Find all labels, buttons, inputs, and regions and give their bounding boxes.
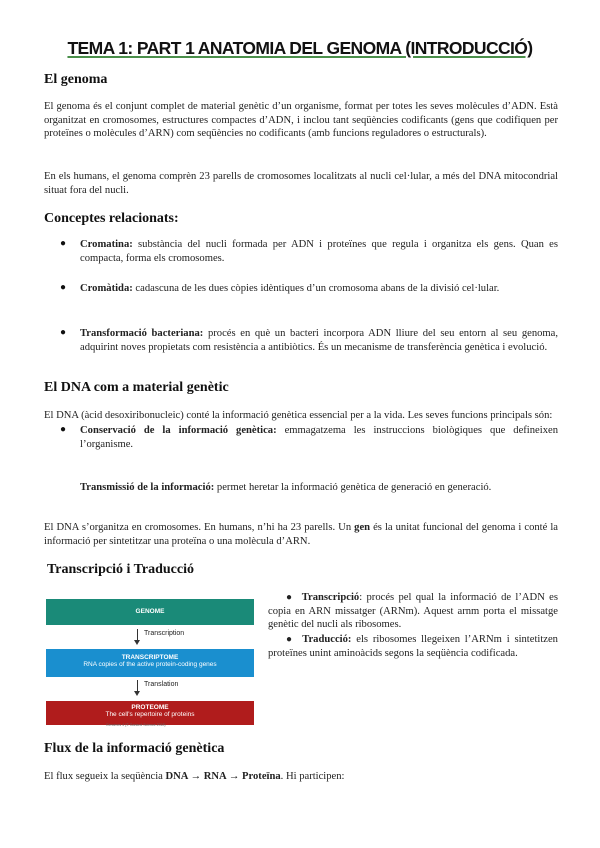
paragraph-genoma-humans: En els humans, el genoma comprèn 23 parells de cromosomes localitzats al nucli cel·lular, a més del DNA mitocondrial situat fora del nucli. — [44, 171, 558, 196]
bullet-icon: ● — [286, 634, 295, 645]
genome-flow-figure — [46, 599, 254, 731]
transcription-arrow-label: Transcription — [144, 630, 185, 637]
arrow-down-icon — [134, 691, 140, 696]
term: Cromàtida: — [80, 283, 133, 294]
term: Transmissió de la informació: — [80, 482, 215, 493]
transcriptome-box — [46, 649, 254, 677]
list-item-transcripcio — [268, 591, 558, 632]
list-item-transmissio — [80, 481, 558, 495]
proteome-sublabel: The cell's repertoire of proteins — [105, 711, 195, 718]
heading-genoma: El genoma — [44, 72, 108, 87]
definition: cadascuna de les dues còpies idèntiques d’un cromosoma abans de la divisió cel·lular. — [132, 283, 500, 294]
gen-term: gen — [354, 522, 371, 533]
figure-credit: Genomes 4 (© Garland Science 2018) — [106, 723, 166, 727]
page-title: TEMA 1: PART 1 ANATOMIA DEL GENOMA (INTRODUCCIÓ) — [67, 38, 533, 58]
term: Cromatina: — [80, 239, 133, 250]
definition: emmagatzema les instruccions biològiques que defineixen l’organisme. — [80, 425, 558, 450]
list-item-conservacio — [80, 424, 558, 451]
paragraph-genoma-definition: El genoma és el conjunt complet de material genètic d’un organisme, format per totes les seves molècules d’ADN. Està organitzat en cromosomes, estructures compactes d’ADN, i inclou tant seqüències codificants (gens que codifiquen per proteïnes o molècules d’ARN) com seqüències no codificants (amb funcions reguladores o estructurals). — [44, 101, 558, 140]
heading-conceptes: Conceptes relacionats: — [44, 211, 179, 226]
definition: permet heretar la informació genètica de generació en generació. — [214, 482, 492, 493]
paragraph-dna-intro: El DNA (àcid desoxiribonucleic) conté la informació genètica essencial per a la vida. Les seves funcions principals són: — [44, 410, 553, 421]
bullet-icon: ● — [60, 238, 67, 249]
heading-dna: El DNA com a material genètic — [44, 380, 229, 395]
translation-arrow-label: Translation — [144, 681, 179, 688]
proteome-box — [46, 701, 254, 725]
definition: procés en què un bacteri incorpora ADN lliure del seu entorn al seu genoma, adquirint noves propietats com resistència a antibiòtics. És un mecanisme de transferència genètica i evolució. — [80, 328, 559, 353]
paragraph-dna-gen: El DNA s’organitza en cromosomes. En humans, n’hi ha 23 parells. Un gen és la unitat funcional del genoma i conté la informació per sintetitzar una proteïna o una molècula d’ARN. — [44, 522, 558, 547]
heading-transcripcio: Transcripció i Traducció — [47, 562, 194, 577]
list-item-cromatida — [80, 282, 558, 296]
term: Transformació bacteriana: — [80, 328, 204, 339]
arrow-down-icon — [134, 640, 140, 645]
list-item-transformacio — [80, 327, 558, 354]
genome-box — [46, 599, 254, 625]
list-item-cromatina — [80, 238, 558, 265]
bullet-icon: ● — [286, 592, 294, 603]
term: Conservació de la informació genètica: — [80, 425, 277, 436]
transcriptome-label: TRANSCRIPTOME — [121, 654, 179, 661]
bullet-icon: ● — [60, 327, 67, 338]
list-item-traduccio — [268, 633, 558, 660]
proteome-label: PROTEOME — [131, 704, 169, 711]
heading-flux: Flux de la informació genètica — [44, 741, 225, 756]
transcriptome-sublabel: RNA copies of the active protein-coding genes — [83, 661, 217, 668]
term: Traducció: — [302, 634, 352, 645]
flux-sequence: DNA → RNA → Proteïna — [165, 771, 281, 782]
bullet-icon: ● — [60, 424, 67, 435]
paragraph-flux: El flux segueix la seqüència DNA → RNA → Proteïna. Hi participen: — [44, 771, 345, 782]
definition: els ribosomes llegeixen l’ARNm i sintetitzen proteïnes unint aminoàcids segons la seqüència codificada. — [268, 634, 558, 659]
definition: substància del nucli formada per ADN i proteïnes que regula i organitza els gens. Quan es compacta, forma els cromosomes. — [80, 239, 558, 264]
bullet-icon: ● — [60, 282, 67, 293]
definition: : procés pel qual la informació de l’ADN es copia en ARN missatger (ARNm). Aquest arnm porta el missatge genètic del nucli als ribosomes. — [268, 592, 558, 631]
genome-label: GENOME — [135, 608, 165, 615]
term: Transcripció — [301, 592, 360, 603]
